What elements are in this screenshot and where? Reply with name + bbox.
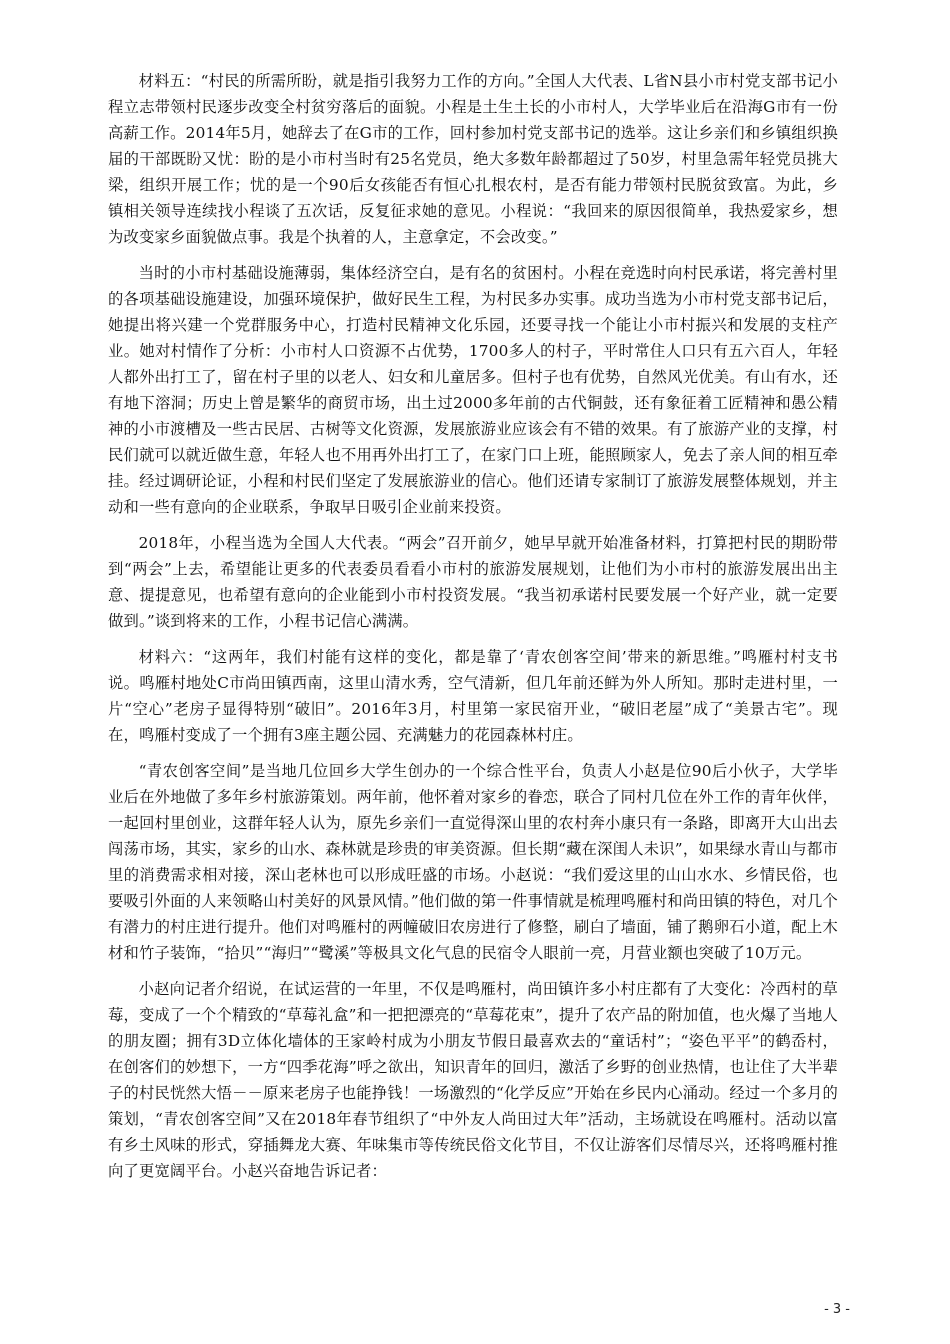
paragraph-material-five-intro: 材料五：“村民的所需所盼，就是指引我努力工作的方向。”全国人大代表、L省N县小市村党支部书记小程立志带领村民逐步改变全村贫穷落后的面貌。小程是土生土长的小市村人，大学毕业后在沿海G市有一份高薪工作。2014年5月，她辞去了在G市的工作，回村参加村党支部书记的选举。这让乡亲们和乡镇组织换届的干部既盼又忧：盼的是小市村当时有25名党员，绝大多数年龄都超过了50岁，村里急需年轻党员挑大梁，组织开展工作；忧的是一个90后女孩能否有恒心扎根农村，是否有能力带领村民脱贫致富。为此，乡镇相关领导连续找小程谈了五次话，反复征求她的意见。小程说：“我回来的原因很简单，我热爱家乡，想为改变家乡面貌做点事。我是个执着的人，主意拿定，不会改变。” — [108, 72, 838, 246]
paragraph-material-six-intro: 材料六：“这两年，我们村能有这样的变化，都是靠了‘青农创客空间’带来的新思维。”鸣雁村村支书说。鸣雁村地处C市尚田镇西南，这里山清水秀，空气清新，但几年前还鲜为外人所知。那时走进村里，一片“空心”老房子显得特别“破旧”。2016年3月，村里第一家民宿开业，“破旧老屋”成了“美景古宅”。现在，鸣雁村变成了一个拥有3座主题公园、充满魅力的花园森林村庄。 — [108, 648, 838, 744]
paragraph-npc-deputy: 2018年，小程当选为全国人大代表。“两会”召开前夕，她早早就开始准备材料，打算把村民的期盼带到“两会”上去，希望能让更多的代表委员看看小市村的旅游发展规划，让他们为小市村的旅游发展出出主意、提提意见，也希望有意向的企业能到小市村投资发展。“我当初承诺村民要发展一个好产业，就一定要做到。”谈到将来的工作，小程书记信心满满。 — [108, 534, 838, 630]
document-body — [108, 68, 838, 1194]
paragraph-village-situation: 当时的小市村基础设施薄弱，集体经济空白，是有名的贫困村。小程在竞选时向村民承诺，将完善村里的各项基础设施建设，加强环境保护，做好民生工程，为村民多办实事。成功当选为小市村党支部书记后，她提出将兴建一个党群服务中心，打造村民精神文化乐园，还要寻找一个能让小市村振兴和发展的支柱产业。她对村情作了分析：小市村人口资源不占优势，1700多人的村子，平时常住人口只有五六百人，年轻人都外出打工了，留在村子里的以老人、妇女和儿童居多。但村子也有优势，自然风光优美。有山有水，还有地下溶洞；历史上曾是繁华的商贸市场，出土过2000多年前的古代铜鼓，还有象征着工匠精神和愚公精神的小市渡槽及一些古民居、古树等文化资源，发展旅游业应该会有不错的效果。有了旅游产业的支撑，村民们就可以就近做生意，年轻人也不用再外出打工了，在家门口上班，能照顾家人，免去了亲人间的相互牵挂。经过调研论证，小程和村民们坚定了发展旅游业的信心。他们还请专家制订了旅游发展整体规划，并主动和一些有意向的企业联系，争取早日吸引企业前来投资。 — [108, 264, 838, 516]
paragraph-maker-space: “青农创客空间”是当地几位回乡大学生创办的一个综合性平台，负责人小赵是位90后小伙子，大学毕业后在外地做了多年乡村旅游策划。两年前，他怀着对家乡的眷恋，联合了同村几位在外工作的青年伙伴，一起回村里创业，这群年轻人认为，原先乡亲们一直觉得深山里的农村奔小康只有一条路，即离开大山出去闯荡市场，其实，家乡的山水、森林就是珍贵的审美资源。但长期“藏在深闺人未识”，如果绿水青山与都市里的消费需求相对接，深山老林也可以形成旺盛的市场。小赵说：“我们爱这里的山山水水、乡情民俗，也要吸引外面的人来领略山村美好的风景风情。”他们做的第一件事情就是梳理鸣雁村和尚田镇的特色，对几个有潜力的村庄进行提升。他们对鸣雁村的两幢破旧农房进行了修整，刷白了墙面，铺了鹅卵石小道，配上木材和竹子装饰，“拾贝”“海归”“鹭溪”等极具文化气息的民宿令人眼前一亮，月营业额也突破了10万元。 — [108, 762, 838, 962]
page-number: - 3 - — [824, 1302, 850, 1317]
paragraph-village-changes: 小赵向记者介绍说，在试运营的一年里，不仅是鸣雁村，尚田镇许多小村庄都有了大变化：冷西村的草莓，变成了一个个精致的“草莓礼盒”和一把把漂亮的“草莓花束”，提升了农产品的附加值，也火爆了当地人的朋友圈；拥有3D立体化墙体的王家岭村成为小朋友节假日最喜欢去的“童话村”；“姿色平平”的鹤岙村，在创客们的妙想下，一方“四季花海”呼之欲出，知识青年的回归，激活了乡野的创业热情，也让住了大半辈子的村民恍然大悟－－原来老房子也能挣钱！一场激烈的“化学反应”开始在乡民内心涌动。经过一个多月的策划，“青农创客空间”又在2018年春节组织了“中外友人尚田过大年”活动，主场就设在鸣雁村。活动以富有乡土风味的形式，穿插舞龙大赛、年味集市等传统民俗文化节目，不仅让游客们尽情尽兴，还将鸣雁村推向了更宽阔平台。小赵兴奋地告诉记者： — [108, 980, 838, 1180]
